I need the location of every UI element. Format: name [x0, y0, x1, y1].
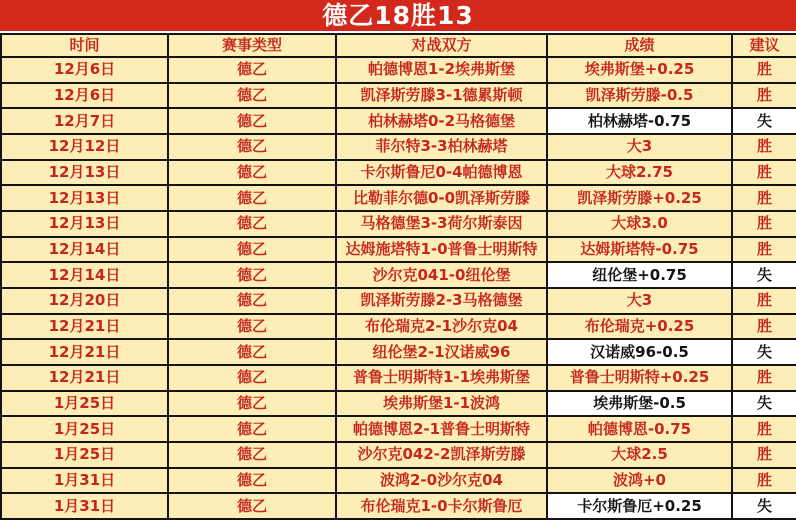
result-cell: 柏林赫塔-0.75: [547, 108, 732, 134]
table-row: [1, 185, 796, 211]
advice-cell: 胜: [732, 83, 796, 109]
column-header-result: 成绩: [547, 34, 732, 57]
table-row: [1, 237, 796, 263]
advice-cell: 胜: [732, 185, 796, 211]
result-cell: 达姆斯塔特-0.75: [547, 237, 732, 263]
result-cell: 凯泽斯劳滕-0.5: [547, 83, 732, 109]
date-cell: 12月21日: [1, 365, 168, 391]
page-title: 德乙18胜13: [322, 1, 474, 30]
date-cell: 12月21日: [1, 339, 168, 365]
result-cell: 卡尔斯鲁厄+0.25: [547, 493, 732, 519]
advice-cell: 失: [732, 339, 796, 365]
league-cell: 德乙: [168, 185, 336, 211]
advice-cell: 失: [732, 493, 796, 519]
result-cell: 大3: [547, 288, 732, 314]
table-row: [1, 160, 796, 186]
result-cell: 帕德博恩-0.75: [547, 416, 732, 442]
match-cell: 柏林赫塔0-2马格德堡: [336, 108, 547, 134]
column-header-advice: 建议: [732, 34, 796, 57]
column-header-league: 赛事类型: [168, 34, 336, 57]
league-cell: 德乙: [168, 314, 336, 340]
advice-cell: 胜: [732, 134, 796, 160]
title-bar: [0, 0, 796, 33]
table-row: [1, 339, 796, 365]
match-cell: 马格德堡3-3荷尔斯泰因: [336, 211, 547, 237]
league-cell: 德乙: [168, 160, 336, 186]
table-header-row: [1, 34, 796, 57]
league-cell: 德乙: [168, 365, 336, 391]
league-cell: 德乙: [168, 83, 336, 109]
results-table: [0, 33, 796, 520]
league-cell: 德乙: [168, 391, 336, 417]
advice-cell: 胜: [732, 416, 796, 442]
date-cell: 1月31日: [1, 468, 168, 494]
league-cell: 德乙: [168, 262, 336, 288]
result-cell: 普鲁士明斯特+0.25: [547, 365, 732, 391]
league-cell: 德乙: [168, 211, 336, 237]
table-row: [1, 365, 796, 391]
result-cell: 纽伦堡+0.75: [547, 262, 732, 288]
match-cell: 布伦瑞克1-0卡尔斯鲁厄: [336, 493, 547, 519]
result-cell: 埃弗斯堡-0.5: [547, 391, 732, 417]
date-cell: 1月25日: [1, 416, 168, 442]
match-cell: 卡尔斯鲁尼0-4帕德博恩: [336, 160, 547, 186]
match-cell: 埃弗斯堡1-1波鸿: [336, 391, 547, 417]
table-row: [1, 416, 796, 442]
table-body: [1, 57, 796, 519]
date-cell: 12月13日: [1, 185, 168, 211]
league-cell: 德乙: [168, 57, 336, 83]
table-row: [1, 57, 796, 83]
date-cell: 12月14日: [1, 262, 168, 288]
league-cell: 德乙: [168, 134, 336, 160]
advice-cell: 胜: [732, 211, 796, 237]
match-cell: 达姆施塔特1-0普鲁士明斯特: [336, 237, 547, 263]
table-row: [1, 134, 796, 160]
column-header-match: 对战双方: [336, 34, 547, 57]
date-cell: 1月25日: [1, 391, 168, 417]
match-cell: 菲尔特3-3柏林赫塔: [336, 134, 547, 160]
advice-cell: 胜: [732, 442, 796, 468]
result-cell: 埃弗斯堡+0.25: [547, 57, 732, 83]
advice-cell: 胜: [732, 160, 796, 186]
date-cell: 12月21日: [1, 314, 168, 340]
table-row: [1, 108, 796, 134]
advice-cell: 失: [732, 391, 796, 417]
result-cell: 波鸿+0: [547, 468, 732, 494]
advice-cell: 胜: [732, 468, 796, 494]
result-cell: 大球2.75: [547, 160, 732, 186]
result-cell: 大球2.5: [547, 442, 732, 468]
result-cell: 大3: [547, 134, 732, 160]
match-cell: 比勒菲尔德0-0凯泽斯劳滕: [336, 185, 547, 211]
advice-cell: 失: [732, 108, 796, 134]
advice-cell: 胜: [732, 365, 796, 391]
result-cell: 大球3.0: [547, 211, 732, 237]
league-cell: 德乙: [168, 493, 336, 519]
table-row: [1, 262, 796, 288]
match-cell: 凯泽斯劳滕3-1德累斯顿: [336, 83, 547, 109]
table-row: [1, 83, 796, 109]
date-cell: 12月13日: [1, 160, 168, 186]
advice-cell: 胜: [732, 237, 796, 263]
match-cell: 纽伦堡2-1汉诺威96: [336, 339, 547, 365]
match-cell: 凯泽斯劳滕2-3马格德堡: [336, 288, 547, 314]
league-cell: 德乙: [168, 442, 336, 468]
match-cell: 沙尔克041-0纽伦堡: [336, 262, 547, 288]
date-cell: 12月12日: [1, 134, 168, 160]
match-cell: 布伦瑞克2-1沙尔克04: [336, 314, 547, 340]
result-cell: 布伦瑞克+0.25: [547, 314, 732, 340]
match-cell: 波鸿2-0沙尔克04: [336, 468, 547, 494]
date-cell: 12月20日: [1, 288, 168, 314]
date-cell: 1月31日: [1, 493, 168, 519]
advice-cell: 胜: [732, 314, 796, 340]
league-cell: 德乙: [168, 416, 336, 442]
table-row: [1, 493, 796, 519]
table-row: [1, 288, 796, 314]
league-cell: 德乙: [168, 468, 336, 494]
result-cell: 汉诺威96-0.5: [547, 339, 732, 365]
result-cell: 凯泽斯劳滕+0.25: [547, 185, 732, 211]
league-cell: 德乙: [168, 339, 336, 365]
table-row: [1, 211, 796, 237]
date-cell: 12月6日: [1, 57, 168, 83]
match-cell: 沙尔克042-2凯泽斯劳滕: [336, 442, 547, 468]
table-row: [1, 442, 796, 468]
table-row: [1, 391, 796, 417]
league-cell: 德乙: [168, 237, 336, 263]
match-cell: 帕德博恩1-2埃弗斯堡: [336, 57, 547, 83]
match-cell: 帕德博恩2-1普鲁士明斯特: [336, 416, 547, 442]
table-row: [1, 468, 796, 494]
league-cell: 德乙: [168, 108, 336, 134]
match-cell: 普鲁士明斯特1-1埃弗斯堡: [336, 365, 547, 391]
advice-cell: 胜: [732, 288, 796, 314]
date-cell: 1月25日: [1, 442, 168, 468]
table-row: [1, 314, 796, 340]
league-cell: 德乙: [168, 288, 336, 314]
column-header-date: 时间: [1, 34, 168, 57]
date-cell: 12月6日: [1, 83, 168, 109]
date-cell: 12月13日: [1, 211, 168, 237]
date-cell: 12月14日: [1, 237, 168, 263]
date-cell: 12月7日: [1, 108, 168, 134]
advice-cell: 胜: [732, 57, 796, 83]
advice-cell: 失: [732, 262, 796, 288]
